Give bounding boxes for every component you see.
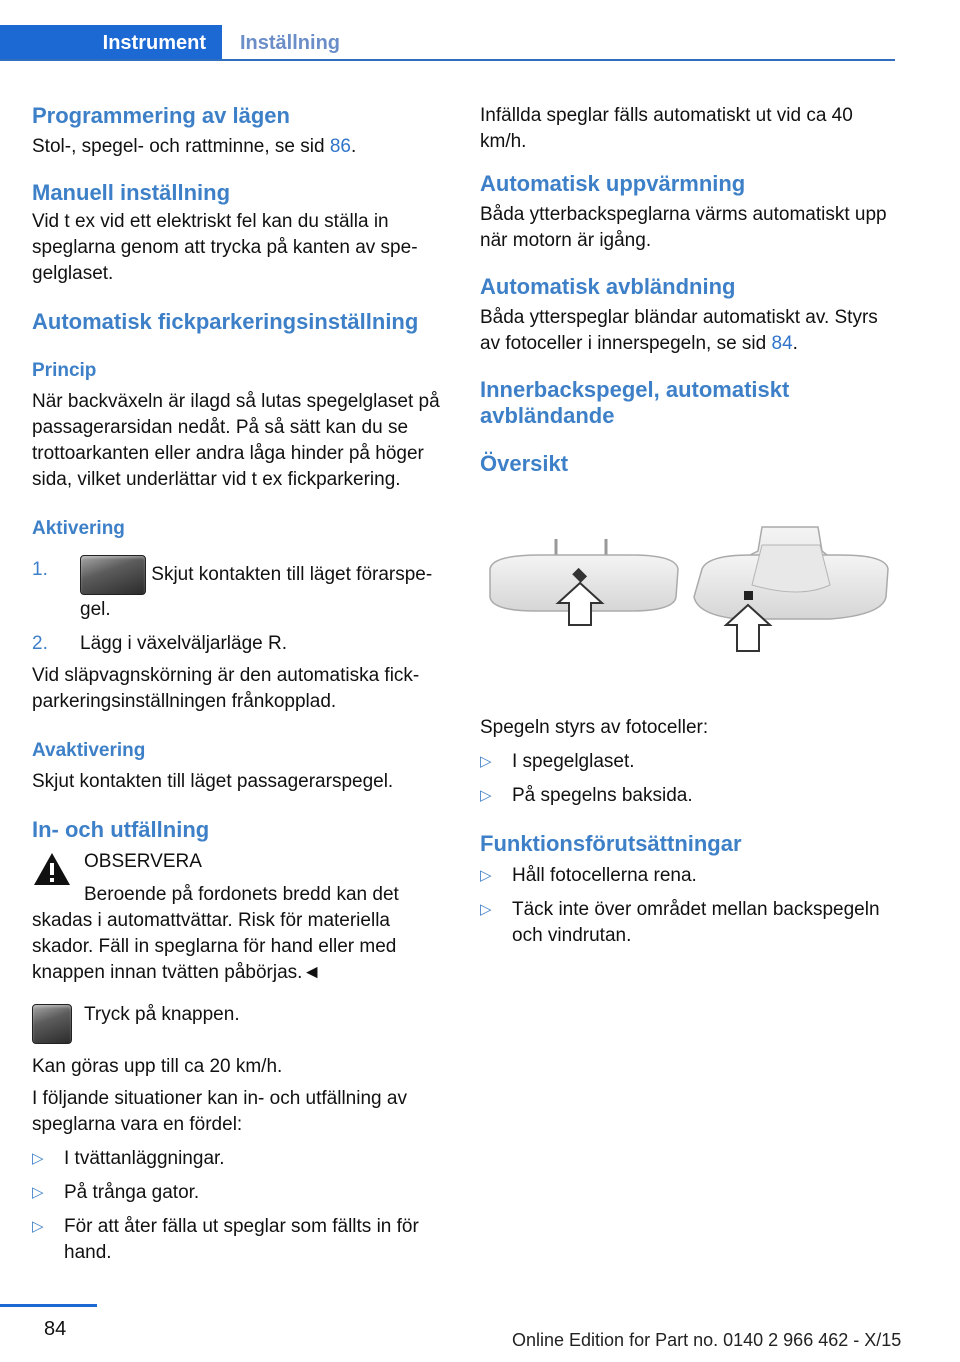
mirror-back-view [694,527,888,651]
fotoceller-list [480,749,890,809]
list-item [480,897,890,949]
footer-rule [0,1304,97,1307]
text-avblandning: Båda ytterspeglar bländar automatiskt av. Styrs av fotoceller i innerspegeln, se sid [480,307,878,354]
press-text: Tryck på knappen. [84,1004,240,1025]
heading-uppvarmning: Automatisk uppvärmning [480,171,746,196]
list-item-text: På trånga gator. [64,1182,200,1203]
paragraph-programmering [32,134,450,160]
step-number: 1. [32,559,48,580]
step-item [32,555,450,625]
heading-oversikt: Översikt [480,451,569,476]
step-text: Lägg i växelväljarläge R. [80,633,288,654]
mirror-illustration [480,525,890,675]
list-item-text: På spegelns baksida. [512,785,693,806]
left-column [32,100,450,1266]
step-item [32,631,450,657]
mirror-switch-icon [80,555,146,595]
heading-innerbackspegel: Innerbackspegel, automatiskt avbländande [480,377,790,428]
heading-aktivering: Aktivering [32,518,125,539]
observera-label: OBSERVERA [84,851,202,872]
paragraph-foldout: Infällda speglar fälls automatiskt ut vid ca 40 km/h. [480,105,853,152]
paragraph-uppvarmning: Båda ytterbackspeglarna värms automatiskt upp när motorn är igång. [480,204,887,251]
paragraph-situations: I följande situationer kan in- och utfällning av speglarna vara en fördel: [32,1088,407,1135]
steps-list [32,555,450,657]
warning-block [32,849,450,908]
link-page-84[interactable]: 84 [771,333,793,354]
list-item-text: Håll fotocellerna rena. [512,865,697,886]
header-bar [0,25,895,61]
heading-programmering: Programmering av lägen [32,103,290,128]
list-item [480,863,890,889]
warning-text-first: Beroende på fordonets bredd kan det [84,884,399,905]
list-item-text: Täck inte över området mellan backspegeln och vindrutan. [512,899,880,946]
list-item [480,783,890,809]
list-item [480,749,890,775]
text-programmering: Stol-, spegel- och rattminne, se sid [32,136,330,157]
list-item-text: För att åter fälla ut speglar som fällts in för hand. [64,1216,419,1263]
bullet-icon: ▷ [480,867,492,884]
paragraph-speed: Kan göras upp till ca 20 km/h. [32,1056,283,1077]
step-text: Skjut kontakten till läget förarspegel. [80,564,433,620]
right-column [480,100,890,949]
bullet-icon: ▷ [480,901,492,918]
heading-manuell: Manuell inställning [32,180,231,205]
bullet-icon: ▷ [32,1218,44,1235]
bullet-icon: ▷ [480,753,492,770]
heading-princip: Princip [32,360,97,381]
paragraph-avblandning [480,305,890,357]
tab-installning[interactable]: Inställning [240,32,340,54]
footer-edition: Online Edition for Part no. 0140 2 966 462 - X/15 [512,1330,902,1350]
heading-avaktivering: Avaktivering [32,740,146,761]
mirror-front-view [490,539,678,625]
warning-text-rest: skadas i automattvättar. Risk för materiella skador. Fäll in speglarna för hand eller med knappen innan tvätten påbörjas.◄ [32,910,397,983]
tab-instrument[interactable]: Instrument [0,25,222,61]
header-rule [0,59,895,61]
list-item-text: I spegelglaset. [512,751,635,772]
paragraph-slap: Vid släpvagnskörning är den automatiska fickparkeringsinställningen frånkopplad. [32,665,420,712]
paragraph-princip: När backväxeln är ilagd så lutas spegelglaset på passagerarsidan nedåt. På så sätt kan du se trottoarkanten eller andra låga hinder på höger sida, vilket underlättar vid t ex fickparkering. [32,391,440,490]
bullet-icon: ▷ [480,787,492,804]
list-item-text: I tvättanläggningar. [64,1148,225,1169]
fold-button-icon [32,1004,72,1044]
step-number: 2. [32,633,48,654]
funktion-list [480,863,890,949]
text-period: . [350,136,357,157]
list-item [32,1214,450,1266]
paragraph-manuell: Vid t ex vid ett elektriskt fel kan du ställa in speglarna genom att trycka på kanten av spegelglaset. [32,211,418,284]
warning-icon [32,851,72,887]
text-period: . [792,333,798,354]
paragraph-avaktivering: Skjut kontakten till läget passagerarspegel. [32,771,394,792]
page-number: 84 [44,1318,67,1340]
heading-infallning: In- och utfällning [32,817,210,842]
list-item [32,1146,450,1172]
list-item [32,1180,450,1206]
link-page-86[interactable]: 86 [329,136,351,157]
heading-avblandning: Automatisk avbländning [480,274,736,299]
press-row [32,1002,450,1042]
bullet-icon: ▷ [32,1184,44,1201]
situations-list [32,1146,450,1266]
paragraph-fotoceller: Spegeln styrs av fotoceller: [480,717,709,738]
heading-fickparkering: Automatisk fickparkeringsinställning [32,309,419,334]
bullet-icon: ▷ [32,1150,44,1167]
heading-funktion: Funktionsförutsättningar [480,831,742,856]
